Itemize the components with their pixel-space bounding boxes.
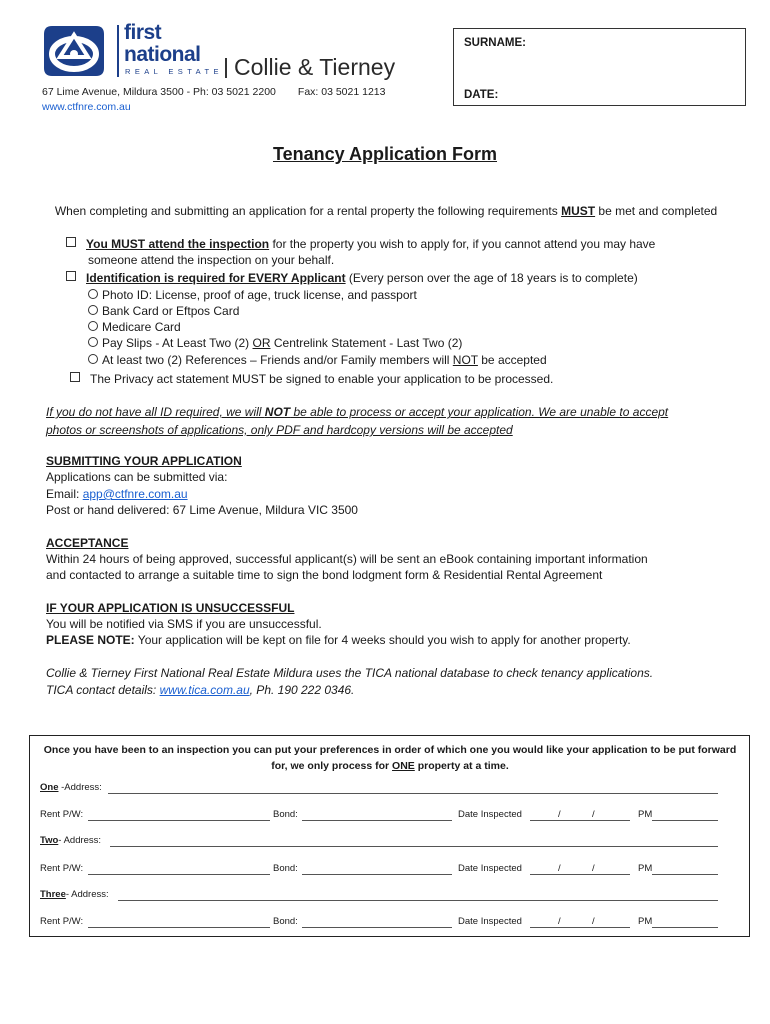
payslips-radio[interactable] [88,337,98,347]
warning-line1: If you do not have all ID required, we will NOT be able to process or accept your application. We are unable to accept [46,405,669,419]
intro-text: When completing and submitting an application for a rental property the following requirements MUST be met and completed [54,204,718,218]
pref-two-date-field[interactable] [530,874,630,875]
unsuccessful-line1: You will be notified via SMS if you are unsuccessful. [46,617,322,631]
office-name: Collie & Tierney [234,54,396,80]
date-label: DATE: [464,89,499,101]
pref-one-address-label: One -Address: [40,782,102,793]
id-item-payslips: Pay Slips - At Least Two (2) OR Centrelink Statement - Last Two (2) [88,335,462,352]
pref-three-bond-field[interactable] [302,927,452,928]
id-checkbox[interactable] [66,271,76,281]
preferences-heading: Once you have been to an inspection you can put your preferences in order of which one you would like your application to be put forward for, we only process for ONE property at a time. [43,744,737,772]
pref-one-rent-label: Rent P/W: [40,809,84,820]
acceptance-line1: Within 24 hours of being approved, successful applicant(s) will be sent an eBook containing important information [46,552,648,566]
id-item-medicare: Medicare Card [88,319,181,336]
address-phone: 67 Lime Avenue, Mildura 3500 - Ph: 03 5021 2200 [42,86,276,98]
pref-three-address-field[interactable] [118,900,718,901]
brand-first: first [124,21,162,44]
pref-one-pm-label: PM [638,809,653,820]
pref-two-address-label: Two- Address: [40,835,102,846]
pref-two-bond-field[interactable] [302,874,452,875]
pref-one-address-field[interactable] [108,793,718,794]
pref-three-rent-label: Rent P/W: [40,916,84,927]
submitting-heading: SUBMITTING YOUR APPLICATION [46,454,242,468]
submitting-post: Post or hand delivered: 67 Lime Avenue, Mildura VIC 3500 [46,503,358,517]
tica-link[interactable]: www.tica.com.au [159,683,250,697]
pref-two-pm-label: PM [638,863,653,874]
website-link[interactable]: www.ctfnre.com.au [42,101,131,113]
page-title: Tenancy Application Form [272,144,498,164]
pref-three-slash-1: / [558,916,561,927]
pref-one-bond-field[interactable] [302,820,452,821]
requirement-attend: You MUST attend the inspection for the property you wish to apply for, if you cannot attend you may have [66,236,655,253]
email-link[interactable]: app@ctfnre.com.au [82,487,188,501]
pref-one-slash-1: / [558,809,561,820]
pref-three-date-field[interactable] [530,927,630,928]
pref-one-slash-2: / [592,809,595,820]
requirement-attend-cont: someone attend the inspection on your behalf. [88,253,335,267]
pref-two-bond-label: Bond: [273,863,298,874]
pref-one-date-label: Date Inspected [458,809,522,820]
brand-national: national [124,43,201,66]
pref-two-rent-label: Rent P/W: [40,863,84,874]
surname-date-box[interactable] [453,28,746,106]
pref-three-address-label: Three- Address: [40,889,109,900]
pref-three-rent-field[interactable] [88,927,270,928]
pref-two-slash-2: / [592,863,595,874]
fax-number: Fax: 03 5021 1213 [297,86,386,98]
medicare-radio[interactable] [88,321,98,331]
pref-one-date-field[interactable] [530,820,630,821]
pref-three-slash-2: / [592,916,595,927]
pref-one-pm-field[interactable] [652,820,718,821]
id-item-photo: Photo ID: License, proof of age, truck license, and passport [88,287,417,304]
brand-real-estate: REAL ESTATE [125,67,223,76]
pref-three-pm-label: PM [638,916,653,927]
pref-one-rent-field[interactable] [88,820,270,821]
submitting-email: Email: app@ctfnre.com.au [46,487,188,501]
pref-one-bond-label: Bond: [273,809,298,820]
attend-checkbox[interactable] [66,237,76,247]
acceptance-heading: ACCEPTANCE [46,536,129,550]
pref-two-rent-field[interactable] [88,874,270,875]
photo-radio[interactable] [88,289,98,299]
tica-line2: TICA contact details: www.tica.com.au, Ph. 190 222 0346. [46,683,355,697]
bank-radio[interactable] [88,305,98,315]
tica-line1: Collie & Tierney First National Real Estate Mildura uses the TICA national database to check tenancy applications. [46,666,654,680]
preferences-box [29,735,750,937]
contact-line [42,86,385,98]
pref-two-slash-1: / [558,863,561,874]
requirement-privacy: The Privacy act statement MUST be signed to enable your application to be processed. [70,371,553,388]
submitting-line1: Applications can be submitted via: [46,470,228,484]
office-separator [225,58,227,78]
pref-three-bond-label: Bond: [273,916,298,927]
unsuccessful-note: PLEASE NOTE: Your application will be kept on file for 4 weeks should you wish to apply for another property. [46,633,631,647]
pref-two-date-label: Date Inspected [458,863,522,874]
unsuccessful-heading: IF YOUR APPLICATION IS UNSUCCESSFUL [46,601,295,615]
warning-line2: photos or screenshots of applications, only PDF and hardcopy versions will be accepted [46,423,513,437]
id-item-bank: Bank Card or Eftpos Card [88,303,239,320]
brand-divider [117,25,119,77]
references-radio[interactable] [88,354,98,364]
pref-two-address-field[interactable] [110,846,718,847]
pref-two-pm-field[interactable] [652,874,718,875]
requirement-id: Identification is required for EVERY Applicant (Every person over the age of 18 years is to complete) [66,270,638,287]
privacy-checkbox[interactable] [70,372,80,382]
id-item-references: At least two (2) References – Friends and/or Family members will NOT be accepted [88,352,547,369]
first-national-logo-icon [42,23,106,79]
acceptance-line2: and contacted to arrange a suitable time to sign the bond lodgment form & Residential Rental Agreement [46,568,603,582]
pref-three-pm-field[interactable] [652,927,718,928]
surname-label: SURNAME: [464,37,526,49]
pref-three-date-label: Date Inspected [458,916,522,927]
